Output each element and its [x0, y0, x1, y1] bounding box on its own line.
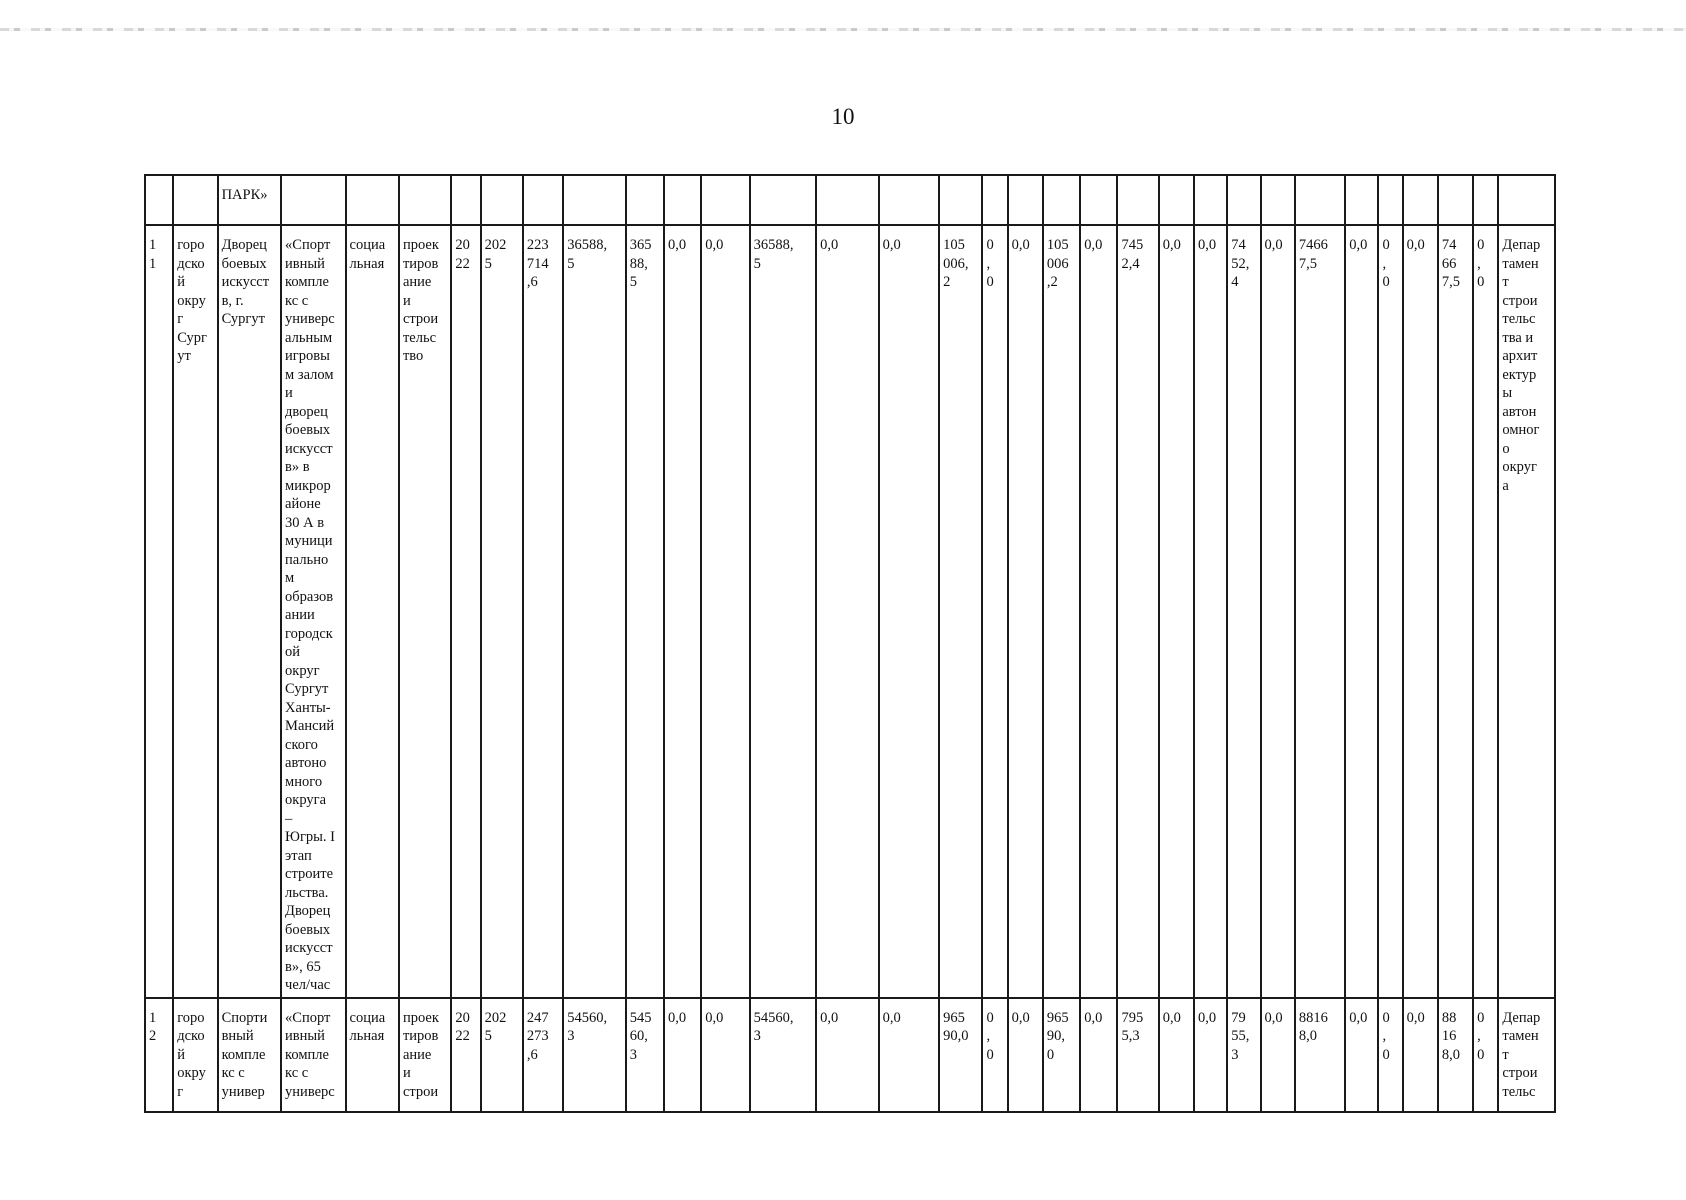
cell-short-name: Дворец боевых искусст в, г. Сургут	[218, 225, 281, 998]
cell-total-cost: 247 273 ,6	[523, 998, 563, 1112]
cell-value: 74 52, 4	[1227, 225, 1260, 998]
cell-value: 365 88, 5	[626, 225, 664, 998]
cell-year-start: 20 22	[451, 225, 480, 998]
page-number: 10	[831, 104, 855, 129]
cell-stage: проек тиров ание и строи	[399, 998, 451, 1112]
cell-municipality: горо дско й окру г Сург ут	[173, 225, 217, 998]
table-row	[145, 225, 1555, 998]
cell-value: 795 5,3	[1117, 998, 1158, 1112]
cell-value: 0,0	[1080, 998, 1117, 1112]
cell-executor: Депар тамен т строи тельс тва и архит ектур ы автон омног о округ а	[1498, 225, 1555, 998]
cell-value: 0,0	[1261, 998, 1295, 1112]
cell-full-name: «Спорт ивный компле кс с универс	[281, 998, 346, 1112]
cell-value: 54560, 3	[563, 998, 625, 1112]
cell-value: 0 , 0	[982, 998, 1007, 1112]
cell-value: 0,0	[701, 225, 749, 998]
cell-value: 88 16 8,0	[1438, 998, 1473, 1112]
cell-value: 0,0	[1403, 998, 1438, 1112]
cell-value: 965 90, 0	[1043, 998, 1080, 1112]
cell-value: 105 006, 2	[939, 225, 982, 998]
cell-value: 0,0	[1345, 225, 1378, 998]
cell-value: 54560, 3	[750, 998, 817, 1112]
cell-value: 0 , 0	[1473, 998, 1498, 1112]
cell-value: 0,0	[879, 998, 939, 1112]
cell-value: 0,0	[1159, 998, 1194, 1112]
cell-value: 74 66 7,5	[1438, 225, 1473, 998]
cell-value: 105 006 ,2	[1043, 225, 1080, 998]
scan-edge-artifact	[0, 28, 1686, 31]
cell-stage: проек тиров ание и строи тельс тво	[399, 225, 451, 998]
cell-value: 0 , 0	[1473, 225, 1498, 998]
cell-value: 0,0	[1194, 998, 1227, 1112]
cell-value: 36588, 5	[750, 225, 817, 998]
cell-value: 8816 8,0	[1295, 998, 1345, 1112]
investment-table	[144, 174, 1556, 1113]
cell-value: 745 2,4	[1117, 225, 1158, 998]
cell-value: 0,0	[816, 225, 878, 998]
cell-year-end: 202 5	[481, 998, 523, 1112]
cell-value: 7466 7,5	[1295, 225, 1345, 998]
cell-year-start: 20 22	[451, 998, 480, 1112]
cell-value: 545 60, 3	[626, 998, 664, 1112]
cell-top-fragment: ПАРК»	[218, 175, 281, 225]
cell-value: 0,0	[1080, 225, 1117, 998]
cell-value: 965 90,0	[939, 998, 982, 1112]
table-row-fragment	[145, 175, 1555, 225]
cell-value: 0,0	[1008, 998, 1043, 1112]
cell-value: 79 55, 3	[1227, 998, 1260, 1112]
cell-short-name: Спорти вный компле кс с универ	[218, 998, 281, 1112]
cell-value: 0,0	[1403, 225, 1438, 998]
cell-sphere: социа льная	[346, 998, 399, 1112]
cell-value: 0,0	[664, 998, 701, 1112]
cell-executor: Депар тамен т строи тельс	[1498, 998, 1555, 1112]
cell-num: 1 2	[145, 998, 173, 1112]
cell-value: 0,0	[1159, 225, 1194, 998]
cell-num: 1 1	[145, 225, 173, 998]
table-row	[145, 998, 1555, 1112]
cell-value: 0 , 0	[982, 225, 1007, 998]
cell-value: 0,0	[1194, 225, 1227, 998]
cell-year-end: 202 5	[481, 225, 523, 998]
cell-value: 0,0	[1008, 225, 1043, 998]
cell-municipality: горо дско й окру г	[173, 998, 217, 1112]
cell-value: 0,0	[701, 998, 749, 1112]
cell-value: 0 , 0	[1378, 998, 1402, 1112]
cell-value: 0,0	[1345, 998, 1378, 1112]
cell-value: 0,0	[816, 998, 878, 1112]
cell-sphere: социа льная	[346, 225, 399, 998]
cell-value: 0,0	[879, 225, 939, 998]
cell-value: 0 , 0	[1378, 225, 1402, 998]
cell-full-name: «Спорт ивный компле кс с универс альным игровы м залом и дворец боевых искусст в» в микрор айоне 30 А в муници пально м образов ании городск ой округ Сургут Ханты- Мансий ского автоно много округа – Югры. I этап строите льства. Дворец боевых искусст в», 65 чел/час	[281, 225, 346, 998]
cell-value: 36588, 5	[563, 225, 625, 998]
cell-value: 0,0	[664, 225, 701, 998]
cell-value: 0,0	[1261, 225, 1295, 998]
cell-total-cost: 223 714 ,6	[523, 225, 563, 998]
